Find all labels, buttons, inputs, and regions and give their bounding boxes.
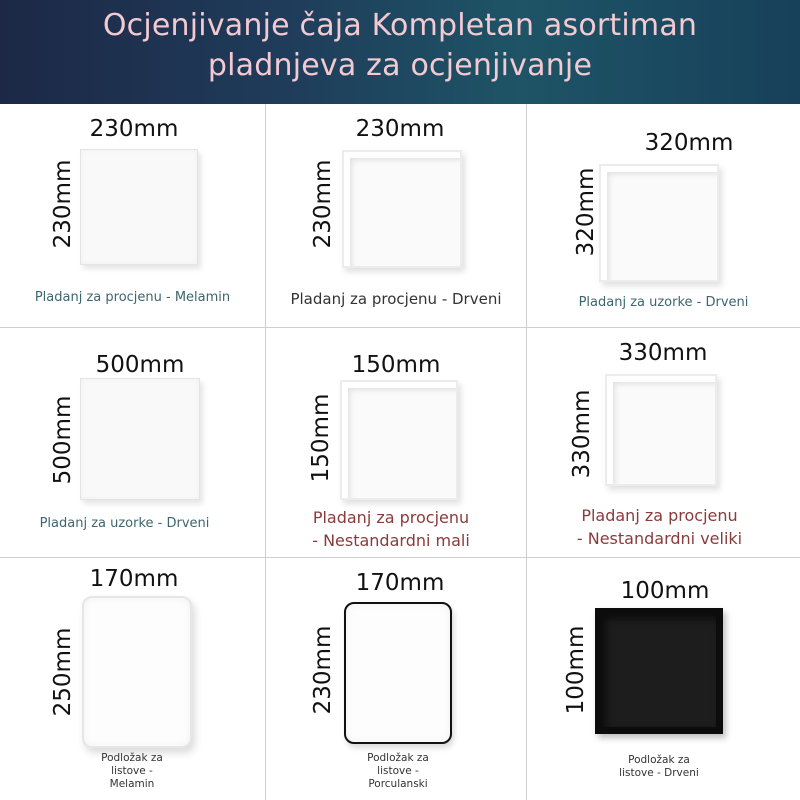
height-label: 230mm bbox=[310, 159, 336, 249]
page-title-line-2: pladnjeva za ocjenjivanje bbox=[207, 48, 593, 83]
product-card-wooden-leaf-pad[interactable] bbox=[527, 558, 800, 800]
page-title-line-1: Ocjenjivanje čaja Kompletan asortiman bbox=[102, 8, 698, 43]
product-caption: Pladanj za procjenu - Drveni bbox=[290, 290, 502, 308]
tray-image-large-flat bbox=[80, 378, 200, 500]
tray-image-wooden-sample bbox=[599, 164, 719, 282]
height-label: 500mm bbox=[50, 395, 76, 485]
product-caption bbox=[266, 506, 521, 552]
height-label: 330mm bbox=[569, 389, 595, 479]
width-label: 230mm bbox=[355, 116, 445, 142]
header-banner bbox=[0, 0, 800, 104]
product-card-wooden-evaluation-tray[interactable] bbox=[266, 104, 526, 327]
height-label: 230mm bbox=[310, 625, 336, 715]
product-card-melamine-evaluation-tray[interactable] bbox=[0, 104, 265, 327]
width-label: 150mm bbox=[351, 352, 441, 378]
height-label: 250mm bbox=[50, 627, 76, 717]
product-card-custom-large-tray[interactable] bbox=[527, 328, 800, 557]
product-caption: Pladanj za procjenu - Melamin bbox=[34, 290, 231, 305]
product-caption bbox=[527, 504, 796, 550]
tray-image-black-wooden-leaf-pad bbox=[595, 608, 723, 734]
width-label: 100mm bbox=[620, 578, 710, 604]
tray-image-custom-small bbox=[340, 380, 458, 500]
caption-line: Podložak za bbox=[628, 754, 690, 766]
caption-line: Podložak za bbox=[367, 752, 429, 764]
product-card-melamine-leaf-pad[interactable] bbox=[0, 558, 265, 800]
caption-line: Pladanj za procjenu bbox=[581, 506, 738, 525]
product-card-porcelain-leaf-pad[interactable] bbox=[266, 558, 526, 800]
product-card-wooden-sample-tray[interactable] bbox=[527, 104, 800, 327]
caption-line: Porculanski bbox=[368, 778, 428, 790]
width-label: 230mm bbox=[89, 116, 179, 142]
tray-image-melamine-leaf-pad bbox=[82, 596, 192, 748]
tray-image-wooden-box bbox=[342, 150, 462, 268]
product-caption: Pladanj za uzorke - Drveni bbox=[578, 295, 749, 310]
tray-image-porcelain-leaf-pad bbox=[344, 602, 452, 744]
product-grid bbox=[0, 104, 800, 800]
caption-line: - Nestandardni mali bbox=[312, 531, 470, 550]
height-label: 230mm bbox=[50, 159, 76, 249]
caption-line: listove - bbox=[377, 765, 419, 777]
product-card-custom-small-tray[interactable] bbox=[266, 328, 526, 557]
caption-line: Pladanj za procjenu bbox=[312, 508, 470, 527]
product-caption: Pladanj za uzorke - Drveni bbox=[39, 516, 210, 531]
width-label: 170mm bbox=[89, 566, 179, 592]
caption-line: Melamin bbox=[109, 778, 155, 790]
height-label: 100mm bbox=[563, 625, 589, 715]
height-label: 320mm bbox=[573, 167, 599, 257]
tray-image-melamine-flat bbox=[80, 149, 198, 265]
caption-line: listove - Drveni bbox=[619, 767, 699, 779]
product-caption bbox=[609, 754, 709, 780]
product-card-large-wooden-sample-tray[interactable] bbox=[0, 328, 265, 557]
caption-line: listove - bbox=[111, 765, 153, 777]
width-label: 170mm bbox=[355, 570, 445, 596]
caption-line: Podložak za bbox=[101, 752, 163, 764]
tray-image-custom-large bbox=[605, 374, 717, 486]
width-label: 320mm bbox=[644, 130, 734, 156]
caption-line: - Nestandardni veliki bbox=[576, 529, 743, 548]
width-label: 500mm bbox=[95, 352, 185, 378]
product-caption bbox=[358, 752, 438, 791]
product-caption bbox=[92, 752, 172, 791]
height-label: 150mm bbox=[308, 393, 334, 483]
width-label: 330mm bbox=[618, 340, 708, 366]
